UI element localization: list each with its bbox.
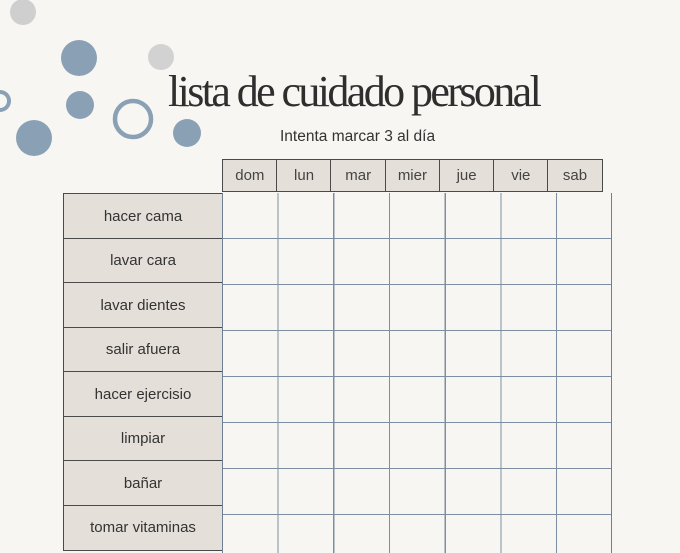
- task-label: limpiar: [63, 416, 223, 462]
- day-header-vie: vie: [493, 159, 549, 192]
- day-header-jue: jue: [439, 159, 495, 192]
- task-label: tomar vitaminas: [63, 505, 223, 551]
- blue-dot: [16, 120, 52, 156]
- grey-dot: [10, 0, 36, 25]
- task-label: salir afuera: [63, 327, 223, 373]
- task-label: lavar dientes: [63, 282, 223, 328]
- checkbox-grid[interactable]: [222, 193, 612, 553]
- blue-dot: [173, 119, 201, 147]
- task-label: lavar cara: [63, 238, 223, 284]
- day-header-row: [222, 159, 603, 192]
- ring-dot: [115, 101, 151, 137]
- task-label: bañar: [63, 460, 223, 506]
- day-header-lun: lun: [276, 159, 332, 192]
- day-header-mier: mier: [385, 159, 441, 192]
- page-title: lista de cuidado personal: [168, 67, 540, 116]
- blue-dot: [61, 40, 97, 76]
- day-header-dom: dom: [222, 159, 278, 192]
- blue-dot: [66, 91, 94, 119]
- task-label: hacer ejercisio: [63, 371, 223, 417]
- day-header-mar: mar: [330, 159, 386, 192]
- ring-dot: [0, 92, 9, 110]
- day-header-sab: sab: [547, 159, 603, 192]
- page-subtitle: Intenta marcar 3 al día: [280, 128, 436, 145]
- task-label: hacer cama: [63, 193, 223, 239]
- task-list: [63, 193, 223, 551]
